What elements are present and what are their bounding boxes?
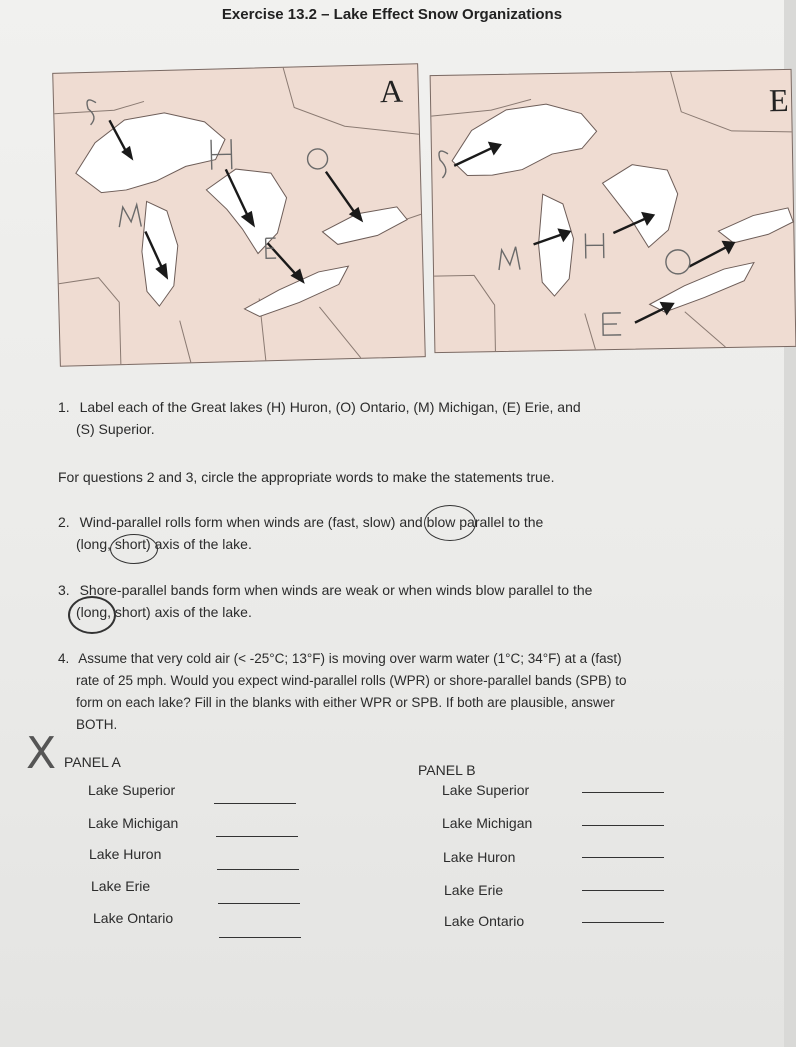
panel-b-lake-huron: Lake Huron	[443, 849, 516, 865]
panel-b-blank-michigan[interactable]	[582, 825, 664, 826]
question-1-number: 1.	[58, 399, 70, 415]
question-2-line2: (long, short) axis of the lake.	[76, 536, 252, 552]
circle-mark-short	[110, 534, 158, 564]
question-1	[58, 396, 758, 440]
question-3-number: 3.	[58, 582, 70, 598]
map-a-label: A	[379, 72, 404, 110]
question-2-line1: Wind-parallel rolls form when winds are (fast, slow) and blow parallel to the	[79, 514, 544, 530]
panel-b-lake-erie: Lake Erie	[444, 882, 504, 898]
question-2-number: 2.	[58, 514, 70, 530]
handwritten-m-icon	[499, 247, 520, 270]
instruction-text: For questions 2 and 3, circle the appropriate words to make the statements true.	[58, 469, 555, 485]
page-title: Exercise 13.2 – Lake Effect Snow Organizations	[221, 6, 563, 23]
panel-a-blank-superior[interactable]	[214, 803, 296, 804]
panel-a-lake-superior: Lake Superior	[88, 782, 176, 798]
handwritten-e-icon	[603, 313, 621, 335]
question-4-line4: BOTH.	[76, 717, 118, 732]
panel-a-blank-erie[interactable]	[218, 903, 300, 904]
question-3-line2: (long, short) axis of the lake.	[76, 604, 252, 620]
panel-a-lake-michigan: Lake Michigan	[88, 815, 179, 831]
handwritten-h-icon	[585, 233, 603, 258]
panel-a-lake-ontario: Lake Ontario	[93, 910, 174, 926]
panel-b-lake-superior: Lake Superior	[442, 782, 530, 798]
question-3-line1: Shore-parallel bands form when winds are weak or when winds blow parallel to the	[79, 582, 593, 598]
map-b-label: E	[768, 81, 789, 119]
question-4	[58, 648, 770, 736]
handwritten-o-icon	[307, 149, 328, 170]
question-4-line1: Assume that very cold air (< -25°C; 13°F) is moving over warm water (1°C; 34°F) at a (fast)	[78, 651, 622, 666]
panel-b-blank-superior[interactable]	[582, 792, 664, 793]
question-4-line2: rate of 25 mph. Would you expect wind-parallel rolls (WPR) or shore-parallel bands (SPB) to	[76, 673, 627, 688]
map-panel-b	[430, 69, 796, 353]
great-lakes-map-a	[53, 64, 425, 365]
panel-a-lake-huron: Lake Huron	[89, 846, 162, 862]
circle-mark-fast	[424, 505, 476, 541]
handwritten-m-icon	[119, 205, 142, 228]
circle-mark-long	[68, 596, 116, 634]
question-3	[58, 579, 758, 623]
handwritten-x-mark: X	[26, 728, 57, 779]
panel-a-blank-ontario[interactable]	[219, 937, 301, 938]
panel-b-title: PANEL B	[418, 762, 476, 778]
question-2	[58, 511, 758, 555]
map-panel-a	[52, 63, 426, 366]
panel-b-blank-erie[interactable]	[582, 890, 664, 891]
question-4-number: 4.	[58, 651, 70, 666]
panel-b-lake-michigan: Lake Michigan	[442, 815, 533, 831]
question-1-line2: (S) Superior.	[76, 421, 155, 437]
panel-b-blank-ontario[interactable]	[582, 922, 664, 923]
handwritten-o-icon	[666, 250, 690, 274]
panel-b-blank-huron[interactable]	[582, 857, 664, 858]
question-4-line3: form on each lake? Fill in the blanks with either WPR or SPB. If both are plausible, answer	[76, 695, 615, 710]
handwritten-s-icon	[87, 100, 97, 125]
handwritten-s-icon	[439, 151, 448, 178]
panel-b-lake-ontario: Lake Ontario	[444, 913, 525, 929]
great-lakes-map-b	[431, 70, 796, 352]
panel-a-blank-michigan[interactable]	[216, 836, 298, 837]
panel-a-title: PANEL A	[64, 754, 121, 770]
panel-a-lake-erie: Lake Erie	[91, 878, 151, 894]
panel-a-blank-huron[interactable]	[217, 869, 299, 870]
question-1-line1: Label each of the Great lakes (H) Huron, (O) Ontario, (M) Michigan, (E) Erie, and	[79, 399, 581, 415]
